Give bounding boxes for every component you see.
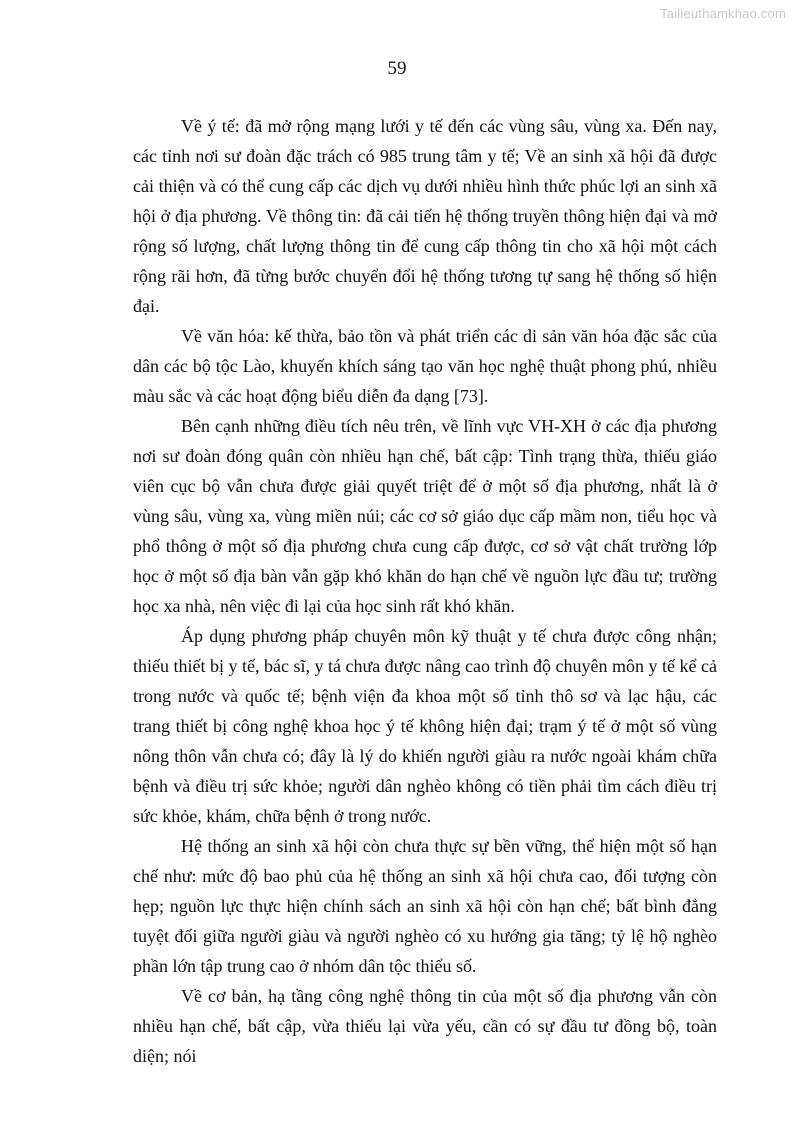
paragraph-it-infrastructure: Về cơ bản, hạ tầng công nghệ thông tin của một số địa phương vẫn còn nhiều hạn chế, bất cập, vừa thiếu lại vừa yếu, cần có sự đầu tư đồng bộ, toàn diện; nói (133, 986, 717, 1066)
paragraph-healthcare-limitations: Áp dụng phương pháp chuyên môn kỹ thuật y tế chưa được công nhận; thiếu thiết bị y tế, bác sĩ, y tá chưa được nâng cao trình độ chuyên môn y tế kể cả trong nước và quốc tế; bệnh viện đa khoa một số tỉnh thô sơ và lạc hậu, các trang thiết bị công nghệ khoa học ý tế không hiện đại; trạm ý tế ở một số vùng nông thôn vẫn chưa có; đây là lý do khiến người giàu ra nước ngoài khám chữa bệnh và điều trị sức khỏe; người dân nghèo không có tiền phải tìm cách điều trị sức khỏe, khám, chữa bệnh ở trong nước. (133, 626, 717, 826)
paragraph-social-security-limitations: Hệ thống an sinh xã hội còn chưa thực sự bền vững, thể hiện một số hạn chế như: mức độ bao phủ của hệ thống an sinh xã hội chưa cao, đối tượng còn hẹp; nguồn lực thực hiện chính sách an sinh xã hội còn hạn chế; bất bình đẳng tuyệt đối giữa người giàu và người nghèo có xu hướng gia tăng; tỷ lệ hộ nghèo phần lớn tập trung cao ở nhóm dân tộc thiểu số. (133, 836, 717, 976)
watermark: Tailieuthamkhao.com (660, 6, 786, 21)
page-number: 59 (387, 58, 407, 79)
paragraph-education-limitations: Bên cạnh những điều tích nêu trên, về lĩnh vực VH-XH ở các địa phương nơi sư đoàn đóng quân còn nhiều hạn chế, bất cập: Tình trạng thừa, thiếu giáo viên cục bộ vẫn chưa được giải quyết triệt để ở một số địa phương, nhất là ở vùng sâu, vùng xa, vùng miền núi; các cơ sở giáo dục cấp mầm non, tiểu học và phổ thông ở một số địa phương chưa cung cấp được, cơ sở vật chất trường lớp học ở một số địa bàn vẫn gặp khó khăn do hạn chế về nguồn lực đầu tư; trường học xa nhà, nên việc đi lại của học sinh rất khó khăn. (133, 416, 717, 616)
paragraph-health-social-info: Về ý tế: đã mở rộng mạng lưới y tế đến các vùng sâu, vùng xa. Đến nay, các tỉnh nơi sư đoàn đặc trách có 985 trung tâm y tế; Về an sinh xã hội đã được cải thiện và có thể cung cấp các dịch vụ dưới nhiều hình thức phúc lợi an sinh xã hội ở địa phương. Về thông tin: đã cải tiến hệ thống truyền thông hiện đại và mở rộng số lượng, chất lượng thông tin để cung cấp thông tin cho xã hội một cách rộng rãi hơn, đã từng bước chuyển đổi hệ thống tương tự sang hệ thống số hiện đại. (133, 116, 717, 316)
paragraph-culture: Về văn hóa: kế thừa, bảo tồn và phát triển các di sản văn hóa đặc sắc của dân các bộ tộc Lào, khuyến khích sáng tạo văn học nghệ thuật phong phú, nhiều màu sắc và các hoạt động biểu diễn đa dạng [73]. (133, 326, 717, 406)
document-body (133, 111, 717, 1071)
